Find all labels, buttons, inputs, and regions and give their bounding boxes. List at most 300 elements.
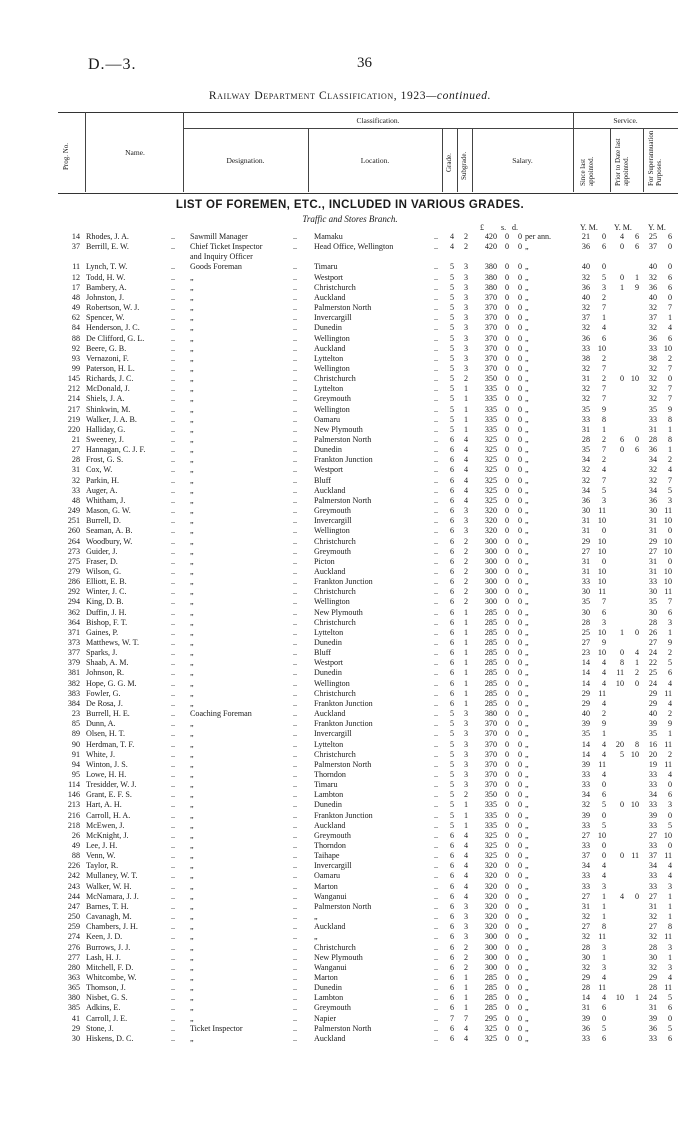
cell-salary-pence: 0	[517, 901, 523, 911]
table-row	[0, 1014, 700, 1024]
cell-subgrade: 3	[463, 912, 469, 922]
cell-since-last-years: 36	[581, 495, 590, 505]
leader-dots: ..	[171, 648, 176, 658]
leader-dots: ..	[171, 617, 176, 627]
cell-salary-shillings: 0	[504, 414, 510, 424]
leader-dots: ..	[171, 830, 176, 840]
cell-salary-pence: 0	[517, 292, 523, 302]
cell-salary-period: „	[525, 465, 529, 475]
cell-since-last-months: 10	[597, 648, 606, 658]
cell-salary-pence: 0	[517, 363, 523, 373]
cell-subgrade: 1	[463, 820, 469, 830]
cell-since-last-months: 0	[601, 851, 606, 861]
cell-salary-shillings: 0	[504, 323, 510, 333]
leader-dots: ..	[293, 841, 298, 850]
leader-dots: ..	[293, 455, 298, 465]
leader-dots: ..	[171, 942, 176, 952]
cell-super-months: 4	[667, 465, 672, 475]
col-grade: Grade.	[445, 153, 453, 172]
cell-salary-shillings: 0	[504, 546, 510, 556]
leader-dots: ..	[293, 435, 298, 444]
cell-name: Frost, G. S.	[86, 455, 124, 465]
cell-salary-pounds: 285	[484, 627, 497, 637]
cell-super-months: 1	[667, 627, 672, 637]
cell-super-months: 0	[667, 262, 672, 272]
leader-dots: ..	[434, 597, 439, 607]
cell-super-months: 1	[667, 952, 672, 962]
cell-location: Head Office, Wellington	[314, 242, 394, 252]
cell-salary-period: „	[525, 607, 529, 617]
table-row	[0, 780, 700, 790]
cell-grade: 5	[449, 394, 455, 404]
cell-since-last-months: 4	[601, 972, 606, 982]
cell-subgrade: 3	[463, 343, 469, 353]
cell-name: Barnes, T. H.	[86, 901, 129, 911]
cell-salary-period: „	[525, 343, 529, 353]
cell-salary-pence: 0	[517, 617, 523, 627]
cell-subgrade: 3	[463, 303, 469, 313]
cell-salary-shillings: 0	[504, 262, 510, 272]
cell-super-months: 1	[667, 891, 672, 901]
leader-dots: ..	[171, 536, 176, 546]
cell-subgrade: 2	[463, 962, 469, 972]
cell-subgrade: 3	[463, 922, 469, 932]
cell-designation: „	[190, 1003, 194, 1013]
table-row	[0, 486, 700, 496]
cell-location: Greymouth	[314, 506, 351, 516]
cell-since-last-months: 1	[601, 912, 606, 922]
cell-super-years: 39	[648, 1013, 657, 1023]
cell-location: Dunedin	[314, 668, 342, 678]
table-row	[0, 303, 700, 313]
col-prior-to: Prior to Date last appointed.	[614, 138, 630, 186]
cell-prog-no: 94	[71, 759, 80, 769]
cell-designation: Sawmill Manager	[190, 232, 248, 241]
cell-salary-pounds: 325	[484, 475, 497, 485]
cell-prog-no: 28	[71, 455, 80, 465]
cell-super-years: 36	[648, 1023, 657, 1033]
cell-subgrade: 3	[463, 323, 469, 333]
cell-designation: „	[190, 972, 194, 982]
cell-super-years: 33	[648, 820, 657, 830]
cell-super-years: 31	[648, 1003, 657, 1013]
cell-grade: 5	[449, 353, 455, 363]
cell-since-last-years: 36	[581, 282, 590, 292]
leader-dots: ..	[293, 536, 298, 546]
cell-super-months: 5	[667, 820, 672, 830]
cell-super-years: 33	[648, 841, 657, 850]
cell-prog-no: 244	[67, 891, 80, 901]
cell-prog-no: 93	[71, 353, 80, 363]
leader-dots: ..	[434, 374, 439, 384]
cell-prog-no: 371	[67, 627, 80, 637]
cell-super-years: 39	[648, 810, 657, 820]
cell-designation: Chief Ticket Inspector	[190, 242, 263, 252]
table-row	[0, 506, 700, 516]
leader-dots: ..	[171, 749, 176, 759]
cell-grade: 6	[449, 658, 455, 668]
cell-salary-pounds: 300	[484, 556, 497, 566]
cell-salary-pounds: 380	[484, 282, 497, 292]
cell-grade: 5	[449, 820, 455, 830]
cell-location: Timaru	[314, 262, 338, 272]
cell-salary-shillings: 0	[504, 769, 510, 779]
cell-since-last-years: 29	[581, 698, 590, 708]
leader-dots: ..	[171, 232, 176, 241]
cell-subgrade: 4	[463, 841, 469, 850]
cell-prog-no: 243	[67, 881, 80, 891]
table-row	[0, 943, 700, 953]
leader-dots: ..	[293, 404, 298, 414]
cell-salary-shillings: 0	[504, 932, 510, 942]
cell-name: Robertson, W. J.	[86, 303, 140, 313]
cell-salary-period: „	[525, 516, 529, 526]
cell-grade: 6	[449, 698, 455, 708]
cell-salary-pence: 0	[517, 932, 523, 942]
cell-salary-pence: 0	[517, 303, 523, 313]
cell-prog-no: 363	[67, 972, 80, 982]
cell-salary-period: per ann.	[525, 232, 552, 241]
cell-designation: „	[190, 516, 194, 526]
leader-dots: ..	[171, 587, 176, 597]
cell-designation: „	[190, 830, 194, 840]
leader-dots: ..	[171, 282, 176, 292]
cell-location: Auckland	[314, 566, 346, 576]
leader-dots: ..	[171, 597, 176, 607]
cell-super-years: 34	[648, 455, 657, 465]
cell-salary-period: „	[525, 922, 529, 932]
cell-grade: 6	[449, 993, 455, 1003]
cell-salary-period: „	[525, 627, 529, 637]
cell-name: Hope, G. G. M.	[86, 678, 137, 688]
cell-salary-shillings: 0	[504, 424, 510, 434]
leader-dots: ..	[434, 323, 439, 333]
cell-salary-pounds: 325	[484, 445, 497, 455]
cell-prog-no: 250	[67, 912, 80, 922]
cell-since-last-years: 40	[581, 292, 590, 302]
cell-salary-shillings: 0	[504, 678, 510, 688]
cell-location: Invercargill	[314, 729, 352, 739]
cell-since-last-months: 4	[601, 861, 606, 871]
cell-salary-period: „	[525, 1013, 529, 1023]
cell-since-last-months: 6	[601, 333, 606, 343]
cell-super-months: 6	[667, 272, 672, 282]
cell-prog-no: 292	[67, 587, 80, 597]
cell-since-last-years: 34	[581, 861, 590, 871]
cell-super-months: 2	[667, 455, 672, 465]
leader-dots: ..	[171, 607, 176, 617]
cell-super-months: 6	[667, 1033, 672, 1043]
cell-subgrade: 4	[463, 1023, 469, 1033]
cell-since-last-years: 31	[581, 901, 590, 911]
cell-salary-pounds: 300	[484, 942, 497, 952]
cell-subgrade: 4	[463, 445, 469, 455]
cell-grade: 5	[449, 404, 455, 414]
cell-super-months: 6	[667, 282, 672, 292]
leader-dots: ..	[293, 1023, 298, 1033]
cell-salary-pence: 0	[517, 516, 523, 526]
cell-since-last-years: 33	[581, 871, 590, 881]
leader-dots: ..	[293, 394, 298, 404]
cell-salary-pounds: 285	[484, 648, 497, 658]
leader-dots: ..	[171, 627, 176, 637]
cell-location: Frankton Junction	[314, 810, 373, 820]
cell-designation: „	[190, 820, 194, 830]
cell-grade: 6	[449, 688, 455, 698]
cell-salary-period: „	[525, 891, 529, 901]
leader-dots: ..	[293, 627, 298, 637]
leader-dots: ..	[293, 485, 298, 495]
cell-salary-pounds: 370	[484, 333, 497, 343]
cell-name: White, J.	[86, 749, 115, 759]
table-row	[0, 658, 700, 668]
cell-prog-no: 280	[67, 962, 80, 972]
cell-grade: 5	[449, 749, 455, 759]
cell-super-months: 1	[667, 313, 672, 323]
cell-designation: „	[190, 678, 194, 688]
cell-super-years: 33	[648, 414, 657, 424]
cell-salary-pounds: 335	[484, 384, 497, 394]
cell-salary-pounds: 325	[484, 485, 497, 495]
cell-salary-shillings: 0	[504, 1003, 510, 1013]
cell-location: Lambton	[314, 993, 344, 1003]
cell-designation: „	[190, 303, 194, 313]
cell-super-years: 37	[648, 851, 657, 861]
cell-since-last-months: 6	[601, 1003, 606, 1013]
leader-dots: ..	[293, 363, 298, 373]
cell-super-months: 4	[667, 769, 672, 779]
cell-since-last-months: 2	[601, 374, 606, 384]
cell-salary-pounds: 320	[484, 526, 497, 536]
cell-since-last-years: 34	[581, 790, 590, 800]
cell-designation: „	[190, 333, 194, 343]
cell-prior-years: 8	[619, 658, 624, 668]
cell-super-months: 10	[663, 830, 672, 840]
cell-name: Venn, W.	[86, 851, 116, 861]
cell-designation: „	[190, 851, 194, 861]
cell-grade: 5	[449, 729, 455, 739]
col-prog-no: Prog. No.	[62, 142, 70, 170]
cell-salary-pence: 0	[517, 465, 523, 475]
cell-super-months: 1	[667, 912, 672, 922]
cell-subgrade: 2	[463, 587, 469, 597]
leader-dots: ..	[171, 871, 176, 881]
cell-salary-period: „	[525, 1003, 529, 1013]
col-since-last: Since last appointed.	[579, 156, 595, 186]
cell-prog-no: 251	[67, 516, 80, 526]
cell-salary-shillings: 0	[504, 638, 510, 647]
cell-grade: 6	[449, 556, 455, 566]
cell-salary-shillings: 0	[504, 749, 510, 759]
cell-since-last-months: 0	[601, 262, 606, 272]
page-title-main: Railway Department Classification, 1923	[208, 90, 427, 102]
cell-super-years: 32	[648, 962, 657, 972]
cell-grade: 6	[449, 435, 455, 444]
leader-dots: ..	[434, 577, 439, 587]
cell-salary-pence: 0	[517, 688, 523, 698]
cell-salary-period: „	[525, 556, 529, 566]
table-row	[0, 405, 700, 415]
cell-salary-pounds: 335	[484, 414, 497, 424]
cell-salary-shillings: 0	[504, 820, 510, 830]
cell-since-last-months: 7	[601, 394, 606, 404]
cell-since-last-years: 33	[581, 769, 590, 779]
leader-dots: ..	[293, 851, 298, 861]
cell-subgrade: 4	[463, 871, 469, 881]
leader-dots: ..	[171, 465, 176, 475]
cell-since-last-months: 10	[597, 516, 606, 526]
cell-name: Hart, A. H.	[86, 800, 122, 810]
cell-since-last-years: 35	[581, 404, 590, 414]
table-row	[0, 384, 700, 394]
cell-salary-shillings: 0	[504, 272, 510, 282]
cell-subgrade: 1	[463, 394, 469, 404]
cell-name: Burrows, J. J.	[86, 942, 131, 952]
cell-location: Auckland	[314, 485, 346, 495]
cell-salary-period: „	[525, 404, 529, 414]
leader-dots: ..	[434, 972, 439, 982]
cell-salary-pence: 0	[517, 962, 523, 972]
cell-since-last-months: 2	[601, 435, 606, 444]
cell-salary-shillings: 0	[504, 841, 510, 850]
table-row	[0, 851, 700, 861]
cell-prior-years: 0	[619, 272, 624, 282]
cell-since-last-years: 14	[581, 739, 590, 749]
cell-salary-pounds: 370	[484, 739, 497, 749]
table-row	[0, 699, 700, 709]
cell-prog-no: 381	[67, 668, 80, 678]
cell-grade: 6	[449, 962, 455, 972]
leader-dots: ..	[434, 394, 439, 404]
leader-dots: ..	[171, 455, 176, 465]
cell-name: McKnight, J.	[86, 830, 129, 840]
cell-location: Wellington	[314, 404, 350, 414]
cell-salary-period: „	[525, 851, 529, 861]
cell-salary-pence: 0	[517, 313, 523, 323]
cell-since-last-months: 11	[598, 932, 606, 942]
cell-salary-pounds: 370	[484, 363, 497, 373]
leader-dots: ..	[171, 820, 176, 830]
leader-dots: ..	[171, 526, 176, 536]
cell-name: Wilson, G.	[86, 566, 121, 576]
cell-prog-no: 99	[71, 363, 80, 373]
cell-prog-no: 31	[71, 465, 80, 475]
cell-salary-pounds: 335	[484, 810, 497, 820]
leader-dots: ..	[293, 830, 298, 840]
table-row	[0, 425, 700, 435]
cell-since-last-months: 3	[601, 962, 606, 972]
cell-name: Whitham, J.	[86, 495, 126, 505]
cell-name: Paterson, H. L.	[86, 363, 135, 373]
cell-super-months: 0	[667, 841, 672, 850]
cell-prior-years: 20	[615, 739, 624, 749]
leader-dots: ..	[434, 668, 439, 678]
cell-prog-no: 219	[67, 414, 80, 424]
cell-super-months: 9	[667, 404, 672, 414]
cell-since-last-months: 5	[601, 820, 606, 830]
cell-grade: 6	[449, 546, 455, 556]
leader-dots: ..	[293, 769, 298, 779]
table-row	[0, 638, 700, 648]
col-designation: Designation.	[226, 156, 265, 165]
cell-salary-pence: 0	[517, 668, 523, 678]
cell-super-months: 10	[663, 577, 672, 587]
leader-dots: ..	[171, 414, 176, 424]
cell-salary-pence: 0	[517, 262, 523, 272]
cell-super-months: 11	[664, 759, 672, 769]
leader-dots: ..	[293, 952, 298, 962]
cell-prog-no: 382	[67, 678, 80, 688]
cell-designation: Ticket Inspector	[190, 1023, 243, 1033]
cell-super-years: 26	[648, 627, 657, 637]
cell-location: „	[314, 912, 318, 922]
cell-salary-shillings: 0	[504, 871, 510, 881]
cell-salary-pounds: 285	[484, 638, 497, 647]
cell-super-months: 1	[667, 729, 672, 739]
cell-super-years: 34	[648, 790, 657, 800]
table-row	[0, 871, 700, 881]
leader-dots: ..	[293, 475, 298, 485]
cell-name: Matthews, W. T.	[86, 638, 139, 647]
cell-subgrade: 1	[463, 658, 469, 668]
cell-super-months: 2	[667, 709, 672, 719]
table-row	[0, 740, 700, 750]
cell-prog-no: 90	[71, 739, 80, 749]
cell-since-last-months: 9	[601, 404, 606, 414]
cell-location: Thorndon	[314, 841, 346, 850]
leader-dots: ..	[434, 922, 439, 932]
leader-dots: ..	[434, 353, 439, 363]
cell-super-months: 7	[667, 384, 672, 394]
leader-dots: ..	[434, 698, 439, 708]
cell-since-last-months: 1	[601, 891, 606, 901]
cell-prior-years: 6	[619, 435, 624, 444]
cell-salary-pence: 0	[517, 384, 523, 394]
table-row	[0, 750, 700, 760]
leader-dots: ..	[293, 861, 298, 871]
cell-super-years: 27	[648, 830, 657, 840]
cell-salary-pounds: 285	[484, 983, 497, 993]
cell-super-years: 31	[648, 901, 657, 911]
cell-name: Walker, J. A. B.	[86, 414, 137, 424]
cell-since-last-years: 27	[581, 830, 590, 840]
cell-super-years: 27	[648, 638, 657, 647]
cell-salary-shillings: 0	[504, 719, 510, 729]
leader-dots: ..	[171, 272, 176, 282]
cell-super-months: 0	[667, 292, 672, 302]
cell-designation: „	[190, 363, 194, 373]
cell-salary-shillings: 0	[504, 912, 510, 922]
cell-designation: „	[190, 841, 194, 850]
cell-super-months: 4	[667, 698, 672, 708]
cell-super-years: 33	[648, 343, 657, 353]
cell-name: Thomson, J.	[86, 983, 126, 993]
cell-salary-period: „	[525, 912, 529, 922]
cell-salary-period: „	[525, 759, 529, 769]
cell-super-years: 29	[648, 698, 657, 708]
table-row	[0, 902, 700, 912]
cell-salary-pounds: 370	[484, 323, 497, 333]
cell-since-last-years: 27	[581, 891, 590, 901]
cell-since-last-years: 30	[581, 607, 590, 617]
cell-salary-pence: 0	[517, 851, 523, 861]
table-row	[0, 841, 700, 851]
cell-salary-period: „	[525, 800, 529, 810]
cell-since-last-years: 31	[581, 566, 590, 576]
cell-subgrade: 3	[463, 709, 469, 719]
cell-salary-shillings: 0	[504, 566, 510, 576]
cell-location: Christchurch	[314, 617, 356, 627]
